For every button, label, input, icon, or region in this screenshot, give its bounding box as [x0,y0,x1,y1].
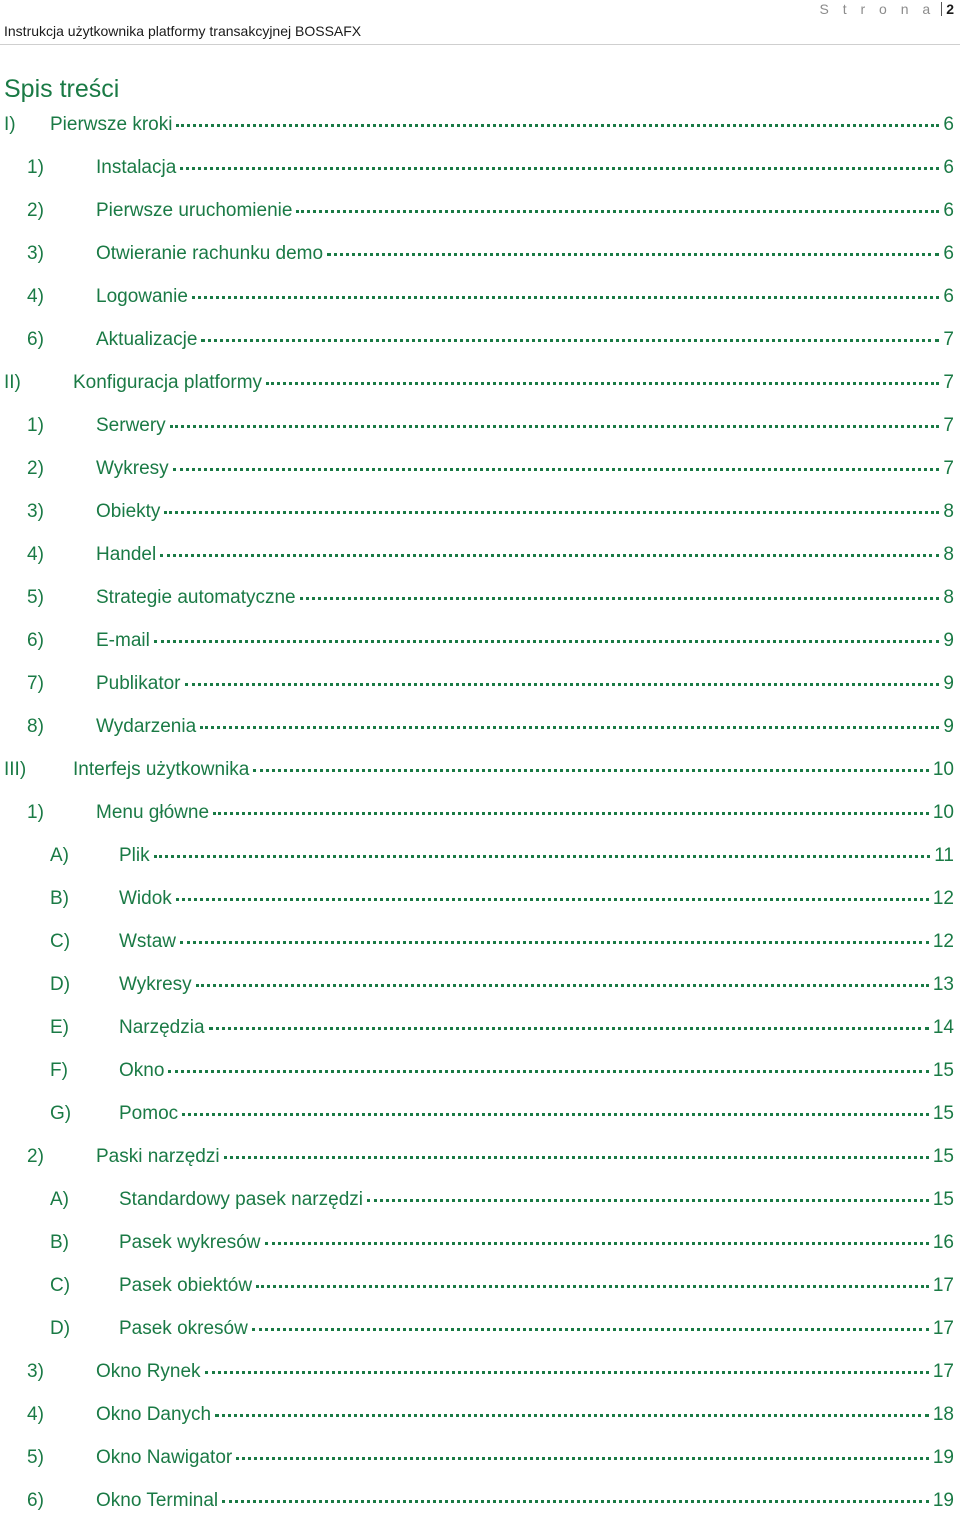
toc-entry-page: 7 [943,458,954,479]
toc-entry-number: B) [50,888,69,909]
toc-entry-number: 2) [27,200,44,221]
toc-entry-line [119,1318,954,1340]
toc-dot-leader [168,1070,928,1073]
toc-entry[interactable] [0,235,960,278]
page-number-box [820,1,955,17]
toc-entry-number: 6) [27,630,44,651]
toc-entry-line [96,673,954,695]
toc-entry-page: 7 [943,372,954,393]
toc-entry-line [96,1361,954,1383]
toc-entry-line [73,759,954,781]
toc-entry-text: Okno Terminal [96,1490,219,1511]
toc-entry[interactable] [0,1353,960,1396]
toc-entry[interactable] [0,1224,960,1267]
toc-entry-number: A) [50,845,69,866]
toc-entry-page: 15 [932,1146,954,1167]
toc-entry[interactable] [0,1052,960,1095]
toc-entry-text: Menu główne [96,802,210,823]
toc-entry-page: 8 [943,544,954,565]
toc-entry-page: 10 [932,759,954,780]
toc-entry-text: Publikator [96,673,181,694]
toc-entry-text: Okno Nawigator [96,1447,233,1468]
toc-dot-leader [253,769,929,772]
toc-entry-page: 6 [943,243,954,264]
toc-entry-page: 10 [932,802,954,823]
toc-dot-leader [185,683,940,686]
toc-entry[interactable] [0,1310,960,1353]
toc-dot-leader [222,1500,929,1503]
toc-entry[interactable] [0,149,960,192]
toc-entry-number: 4) [27,1404,44,1425]
toc-entry[interactable] [0,1396,960,1439]
toc-entry-number: 4) [27,544,44,565]
toc-entry[interactable] [0,1138,960,1181]
toc-entry[interactable] [0,1095,960,1138]
toc-entry-number: III) [4,759,27,780]
toc-entry[interactable] [0,278,960,321]
toc-entry[interactable] [0,1181,960,1224]
toc-dot-leader [213,812,929,815]
toc-entry-page: 12 [932,931,954,952]
toc-dot-leader [201,339,939,342]
toc-entry[interactable] [0,966,960,1009]
toc-entry-text: Standardowy pasek narzędzi [119,1189,363,1210]
toc-entry-page: 9 [943,716,954,737]
toc-entry[interactable] [0,364,960,407]
toc-dot-leader [266,382,939,385]
toc-entry-text: Okno Rynek [96,1361,201,1382]
toc-entry-page: 6 [943,114,954,135]
document-title: Instrukcja użytkownika platformy transakcyjnej BOSSAFX [4,23,362,39]
toc-dot-leader [215,1414,929,1417]
toc-entry-page: 9 [943,630,954,651]
toc-entry-number: 1) [27,802,44,823]
toc-entry-text: Interfejs użytkownika [73,759,250,780]
toc-entry-number: E) [50,1017,69,1038]
toc-entry-number: 3) [27,1361,44,1382]
toc-entry-line [73,372,954,394]
toc-dot-leader [256,1285,929,1288]
toc-entry-text: Plik [119,845,150,866]
toc-entry-page: 7 [943,329,954,350]
toc-entry[interactable] [0,493,960,536]
toc-entry-number: 1) [27,157,44,178]
toc-entry-page: 17 [932,1318,954,1339]
toc-entry-number: 7) [27,673,44,694]
toc-entry-text: Handel [96,544,157,565]
toc-entry-line [119,974,954,996]
toc-entry-text: Pasek okresów [119,1318,248,1339]
toc-entry-number: I) [4,114,16,135]
toc-entry-line [96,587,954,609]
toc-entry-text: Okno Danych [96,1404,212,1425]
page-number-separator [941,2,942,16]
toc-entry-text: Pasek wykresów [119,1232,261,1253]
toc-entry-number: D) [50,1318,71,1339]
toc-dot-leader [154,855,931,858]
toc-entry-text: Serwery [96,415,166,436]
toc-entry-text: Obiekty [96,501,161,522]
toc-entry-text: Otwieranie rachunku demo [96,243,324,264]
toc-entry[interactable] [0,106,960,149]
toc-entry-line [96,1447,954,1469]
toc-entry-page: 6 [943,200,954,221]
toc-title: Spis treści [4,75,120,103]
toc-entry[interactable] [0,321,960,364]
toc-dot-leader [154,640,940,643]
toc-entry-line [119,1275,954,1297]
toc-entry-page: 16 [932,1232,954,1253]
toc-dot-leader [252,1328,929,1331]
toc-entry-number: 5) [27,1447,44,1468]
toc-dot-leader [180,167,939,170]
toc-entry[interactable] [0,708,960,751]
toc-entry-line [119,1103,954,1125]
toc-entry-line [96,415,954,437]
toc-entry-number: 2) [27,458,44,479]
toc-entry-line [96,1490,954,1512]
toc-entry-line [96,200,954,222]
toc-entry-line [96,501,954,523]
toc-entry-text: Okno [119,1060,165,1081]
toc-entry-page: 17 [932,1361,954,1382]
toc-entry-line [119,1189,954,1211]
toc-entry-number: 1) [27,415,44,436]
toc-dot-leader [160,554,939,557]
toc-entry-page: 13 [932,974,954,995]
toc-entry-page: 19 [932,1490,954,1511]
toc-dot-leader [173,468,940,471]
toc-entry-line [96,802,954,824]
toc-entry-text: Widok [119,888,172,909]
toc-dot-leader [196,984,929,987]
toc-entry-line [119,1232,954,1254]
toc-entry-text: E-mail [96,630,150,651]
toc-entry-line [96,243,954,265]
toc-dot-leader [176,898,929,901]
toc-entry[interactable] [0,665,960,708]
toc-entry[interactable] [0,622,960,665]
toc-entry-line [119,931,954,953]
toc-entry-page: 19 [932,1447,954,1468]
toc-entry[interactable] [0,1482,960,1525]
toc-entry[interactable] [0,837,960,880]
toc-entry-number: 5) [27,587,44,608]
toc-entry-number: D) [50,974,71,995]
toc-entry-text: Pierwsze kroki [50,114,173,135]
toc-dot-leader [205,1371,929,1374]
toc-entry-number: C) [50,931,71,952]
toc-entry-number: 3) [27,243,44,264]
toc-entry-page: 15 [932,1060,954,1081]
toc-entry-page: 12 [932,888,954,909]
toc-entry-line [96,1146,954,1168]
toc-dot-leader [182,1113,929,1116]
toc-dot-leader [296,210,939,213]
toc-entry-text: Wykresy [96,458,169,479]
toc-entry-page: 15 [932,1103,954,1124]
toc-entry[interactable] [0,536,960,579]
toc-entry[interactable] [0,579,960,622]
toc-entry-page: 11 [934,845,954,866]
page-header [0,0,960,45]
toc-entry-text: Instalacja [96,157,177,178]
toc-entry[interactable] [0,450,960,493]
toc-entry-page: 6 [943,157,954,178]
toc-entry-page: 15 [932,1189,954,1210]
toc-entry-page: 9 [943,673,954,694]
toc-entry[interactable] [0,407,960,450]
toc-dot-leader [200,726,939,729]
toc-entry-line [119,1017,954,1039]
toc-entry-line [96,329,954,351]
toc-entry-text: Wykresy [119,974,192,995]
toc-dot-leader [180,941,929,944]
toc-entry-line [96,1404,954,1426]
toc-entry-text: Pierwsze uruchomienie [96,200,293,221]
toc-entry-line [96,286,954,308]
toc-entry[interactable] [0,192,960,235]
toc-entry-page: 8 [943,587,954,608]
toc-entry-text: Narzędzia [119,1017,205,1038]
toc-dot-leader [236,1457,929,1460]
toc-dot-leader [327,253,939,256]
toc-dot-leader [224,1156,929,1159]
toc-entry-line [96,716,954,738]
toc-entry-line [96,544,954,566]
toc-dot-leader [192,296,940,299]
toc-list [0,106,960,1525]
toc-entry-text: Strategie automatyczne [96,587,296,608]
toc-dot-leader [367,1199,929,1202]
toc-dot-leader [176,124,939,127]
toc-entry-number: 8) [27,716,44,737]
toc-entry-line [119,888,954,910]
toc-entry-number: 3) [27,501,44,522]
toc-entry[interactable] [0,1439,960,1482]
toc-entry-page: 17 [932,1275,954,1296]
toc-entry-number: 6) [27,1490,44,1511]
toc-entry-line [96,630,954,652]
toc-dot-leader [164,511,939,514]
toc-entry-text: Wydarzenia [96,716,197,737]
toc-entry-text: Wstaw [119,931,176,952]
toc-entry-page: 7 [943,415,954,436]
toc-entry-number: II) [4,372,21,393]
toc-entry-number: G) [50,1103,72,1124]
toc-entry-line [119,845,954,867]
page-number: 2 [946,1,954,17]
toc-entry-number: C) [50,1275,71,1296]
toc-entry-page: 18 [932,1404,954,1425]
toc-dot-leader [265,1242,929,1245]
toc-entry-number: 6) [27,329,44,350]
toc-entry-line [50,114,954,136]
toc-entry[interactable] [0,1009,960,1052]
toc-entry-text: Aktualizacje [96,329,198,350]
toc-entry-page: 14 [932,1017,954,1038]
toc-entry-text: Pomoc [119,1103,179,1124]
toc-entry-text: Paski narzędzi [96,1146,220,1167]
toc-entry[interactable] [0,794,960,837]
toc-entry-text: Logowanie [96,286,188,307]
toc-entry[interactable] [0,751,960,794]
toc-entry-number: 2) [27,1146,44,1167]
toc-entry[interactable] [0,880,960,923]
toc-entry-number: A) [50,1189,69,1210]
toc-entry-page: 6 [943,286,954,307]
toc-entry-text: Pasek obiektów [119,1275,253,1296]
toc-entry-page: 8 [943,501,954,522]
toc-dot-leader [300,597,940,600]
toc-dot-leader [170,425,940,428]
toc-entry[interactable] [0,923,960,966]
toc-entry-number: 4) [27,286,44,307]
toc-entry-text: Konfiguracja platformy [73,372,263,393]
toc-entry-line [96,458,954,480]
page-label: S t r o n a [819,1,936,17]
toc-entry-number: B) [50,1232,69,1253]
toc-dot-leader [209,1027,929,1030]
toc-entry-number: F) [50,1060,68,1081]
toc-entry[interactable] [0,1267,960,1310]
toc-entry-line [119,1060,954,1082]
toc-entry-line [96,157,954,179]
